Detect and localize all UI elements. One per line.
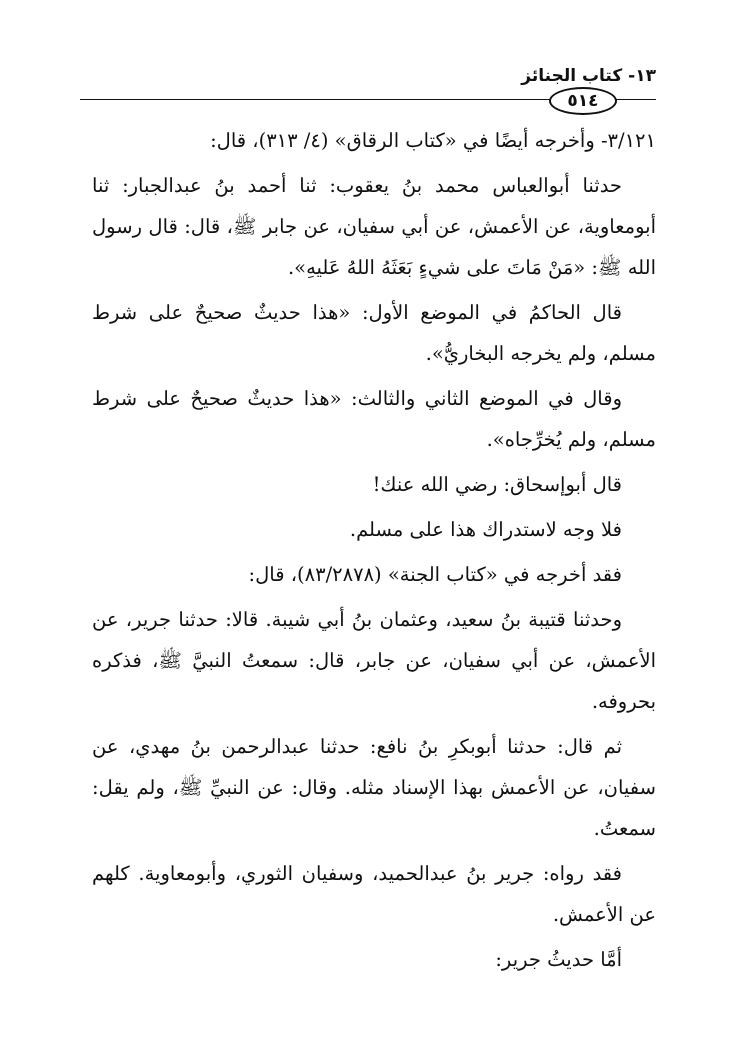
- hakim-comment-1: قال الحاكمُ في الموضع الأول: «هذا حديثٌ صحيحٌ على شرط مسلم، ولم يخرجه البخاريُّ».: [92, 301, 656, 365]
- abu-ishaq-remark: قال أبوإسحاق: رضي الله عنك!: [372, 473, 622, 496]
- page-number-badge: ٥١٤: [549, 87, 617, 115]
- chapter-header-title: ١٣- كتاب الجنائز: [521, 66, 656, 86]
- abu-bakr-chain: ثم قال: حدثنا أبوبكرِ بنُ نافع: حدثنا عبدالرحمن بنُ مهدي، عن سفيان، عن الأعمش بهذا الإسناد مثله. وقال: عن النبيِّ ﷺ، ولم يقل: سمعتُ.: [92, 735, 656, 840]
- hadith-number-paragraph: ٣/١٢١- وأخرجه أيضًا في «كتاب الرقاق» (٤/ ٣١٣)، قال:: [210, 129, 656, 152]
- no-istidrak-note: فلا وجه لاستدراك هذا على مسلم.: [349, 518, 622, 541]
- narrators-summary: فقد رواه: جرير بنُ عبدالحميد، وسفيان الثوري، وأبومعاوية. كلهم عن الأعمش.: [92, 862, 656, 926]
- hakim-comment-2: وقال في الموضع الثاني والثالث: «هذا حديثٌ صحيحٌ على شرط مسلم، ولم يُخرِّجاه».: [92, 387, 656, 451]
- isnad-paragraph: حدثنا أبوالعباس محمد بنُ يعقوب: ثنا أحمد بنُ عبدالجبار: ثنا أبومعاوية، عن الأعمش، عن أبي سفيان، عن جابر ﷺ، قال: قال رسول الله ﷺ: «مَنْ مَاتَ على شيءٍ بَعَثَهُ اللهُ عَليهِ».: [92, 174, 656, 279]
- page-body: [92, 120, 656, 984]
- qutayba-chain: وحدثنا قتيبة بنُ سعيد، وعثمان بنُ أبي شيبة. قالا: حدثنا جرير، عن الأعمش، عن أبي سفيان، عن جابر، قال: سمعتُ النبيَّ ﷺ، فذكره بحروفه.: [92, 608, 656, 713]
- muslim-reference: فقد أخرجه في «كتاب الجنة» (٨٣/٢٨٧٨)، قال:: [248, 563, 622, 586]
- jarir-heading: أمَّا حديثُ جرير:: [495, 948, 622, 971]
